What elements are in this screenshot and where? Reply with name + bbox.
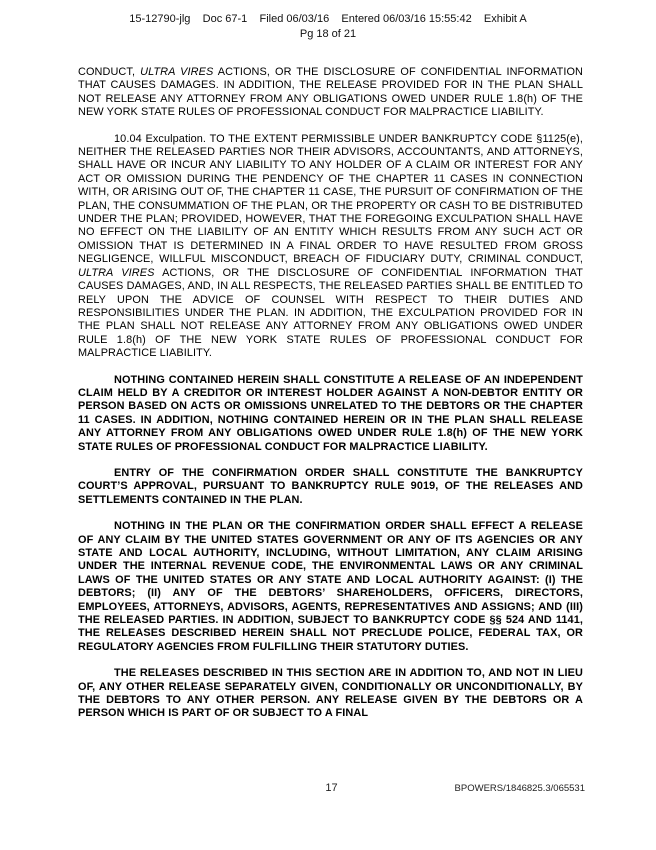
footer-document-id: BPOWERS/1846825.3/065531 (454, 783, 585, 794)
text-run: ENTRY OF THE CONFIRMATION ORDER SHALL CONSTITUTE THE BANKRUPTCY COURT’S APPROVAL, PURSUANT TO BANKRUPTCY RULE 9019, OF THE RELEASES AND SETTLEMENTS CONTAINED IN THE PLAN. (78, 466, 583, 506)
text-run: NOTHING IN THE PLAN OR THE CONFIRMATION ORDER SHALL EFFECT A RELEASE OF ANY CLAIM BY THE UNITED STATES GOVERNMENT OR ANY OF ITS AGENCIES OR ANY STATE AND LOCAL AUTHORITY, INCLUDING, WITHOUT LIMITATION, ANY CLAIM ARISING UNDER THE INTERNAL REVENUE CODE, THE ENVIRONMENTAL LAWS OR ANY CRIMINAL LAWS OF THE UNITED STATES OR ANY STATE AND LOCAL AUTHORITY AGAINST: (I) THE DEBTORS; (II) ANY OF THE DEBTORS’ SHAREHOLDERS, OFFICERS, DIRECTORS, EMPLOYEES, ATTORNEYS, ADVISORS, AGENTS, REPRESENTATIVES AND ASSIGNS; AND (III) THE RELEASED PARTIES. IN ADDITION, SUBJECT TO BANKRUPTCY CODE §§ 524 AND 1141, THE RELEASES DESCRIBED HEREIN SHALL NOT PRECLUDE POLICE, FEDERAL TAX, OR REGULATORY AGENCIES FROM FULFILLING THEIR STATUTORY DUTIES. (78, 520, 583, 653)
document-footer (78, 782, 585, 798)
text-run: ACTIONS, OR THE DISCLOSURE OF CONFIDENTIAL INFORMATION THAT CAUSES DAMAGES. IN ADDITION, THE RELEASE PROVIDED FOR IN THE PLAN SHALL NOT RELEASE ANY ATTORNEY FROM ANY OBLIGATIONS OWED UNDER RULE 1.8(h) OF THE NEW YORK STATE RULES OF PROFESSIONAL CONDUCT FOR MALPRACTICE LIABILITY. (78, 66, 583, 119)
paragraph (78, 374, 583, 454)
italic-text-run: ULTRA VIRES (140, 66, 214, 78)
italic-text-run: ULTRA VIRES (78, 266, 155, 279)
paragraph (78, 520, 583, 654)
paragraph (78, 133, 583, 361)
header-page-info: Pg 18 of 21 (299, 28, 357, 40)
text-run: CONDUCT, (78, 66, 141, 78)
text-run: NOTHING CONTAINED HEREIN SHALL CONSTITUTE A RELEASE OF AN INDEPENDENT CLAIM HELD BY A CREDITOR OR INTEREST HOLDER AGAINST A NON-DEBTOR ENTITY OR PERSON BASED ON ACTS OR OMISSIONS UNRELATED TO THE DEBTORS OR THE CHAPTER 11 CASES. IN ADDITION, NOTHING CONTAINED HEREIN OR IN THE PLAN SHALL RELEASE ANY ATTORNEY FROM ANY OBLIGATIONS OWED UNDER RULE 1.8(h) OF THE NEW YORK STATE RULES OF PROFESSIONAL CONDUCT FOR MALPRACTICE LIABILITY. (78, 373, 583, 453)
text-run: 10.04 Exculpation. TO THE EXTENT PERMISSIBLE UNDER BANKRUPTCY CODE §1125(e), NEITHER THE RELEASED PARTIES NOR THEIR ADVISORS, ACCOUNTANTS, AND ATTORNEYS, SHALL HAVE OR INCUR ANY LIABILITY TO ANY HOLDER OF A CLAIM OR INTEREST FOR ANY ACT OR OMISSION DURING THE PENDENCY OF THE CHAPTER 11 CASES IN CONNECTION WITH, OR ARISING OUT OF, THE CHAPTER 11 CASE, THE PURSUIT OF CONFIRMATION OF THE PLAN, THE CONSUMMATION OF THE PLAN, OR THE PROPERTY OR CASH TO BE DISTRIBUTED UNDER THE PLAN; PROVIDED, HOWEVER, THAT THE FOREGOING EXCULPATION SHALL HAVE NO EFFECT ON THE LIABILITY OF AN ENTITY WHICH RESULTS FROM ANY SUCH ACT OR OMISSION THAT IS DETERMINED IN A FINAL ORDER TO HAVE RESULTED FROM GROSS NEGLIGENCE, WILLFUL MISCONDUCT, BREACH OF FIDUCIARY DUTY, CRIMINAL CONDUCT, (78, 132, 583, 266)
page-number: 17 (325, 782, 338, 794)
paragraph (78, 667, 583, 721)
paragraph (78, 66, 583, 120)
paragraph (78, 467, 583, 507)
header-case-info: 15-12790-jlg Doc 67-1 Filed 06/03/16 Entered 06/03/16 15:55:42 Exhibit A (129, 13, 527, 25)
text-run: ACTIONS, OR THE DISCLOSURE OF CONFIDENTIAL INFORMATION THAT CAUSES DAMAGES, AND, IN ALL RESPECTS, THE RELEASED PARTIES SHALL BE ENTITLED TO RELY UPON THE ADVICE OF COUNSEL WITH RESPECT TO THEIR DUTIES AND RESPONSIBILITIES UNDER THE PLAN. IN ADDITION, THE EXCULPATION PROVIDED FOR IN THE PLAN SHALL NOT RELEASE ANY ATTORNEY FROM ANY OBLIGATIONS OWED UNDER RULE 1.8(h) OF THE NEW YORK STATE RULES OF PROFESSIONAL CONDUCT FOR MALPRACTICE LIABILITY. (78, 266, 583, 360)
text-run: THE RELEASES DESCRIBED IN THIS SECTION ARE IN ADDITION TO, AND NOT IN LIEU OF, ANY OTHER RELEASE SEPARATELY GIVEN, CONDITIONALLY OR UNCONDITIONALLY, BY THE DEBTORS TO ANY OTHER PERSON. ANY RELEASE GIVEN BY THE DEBTORS OR A PERSON WHICH IS PART OF OR SUBJECT TO A FINAL (78, 667, 583, 720)
document-header (0, 12, 656, 42)
document-body (78, 66, 583, 734)
